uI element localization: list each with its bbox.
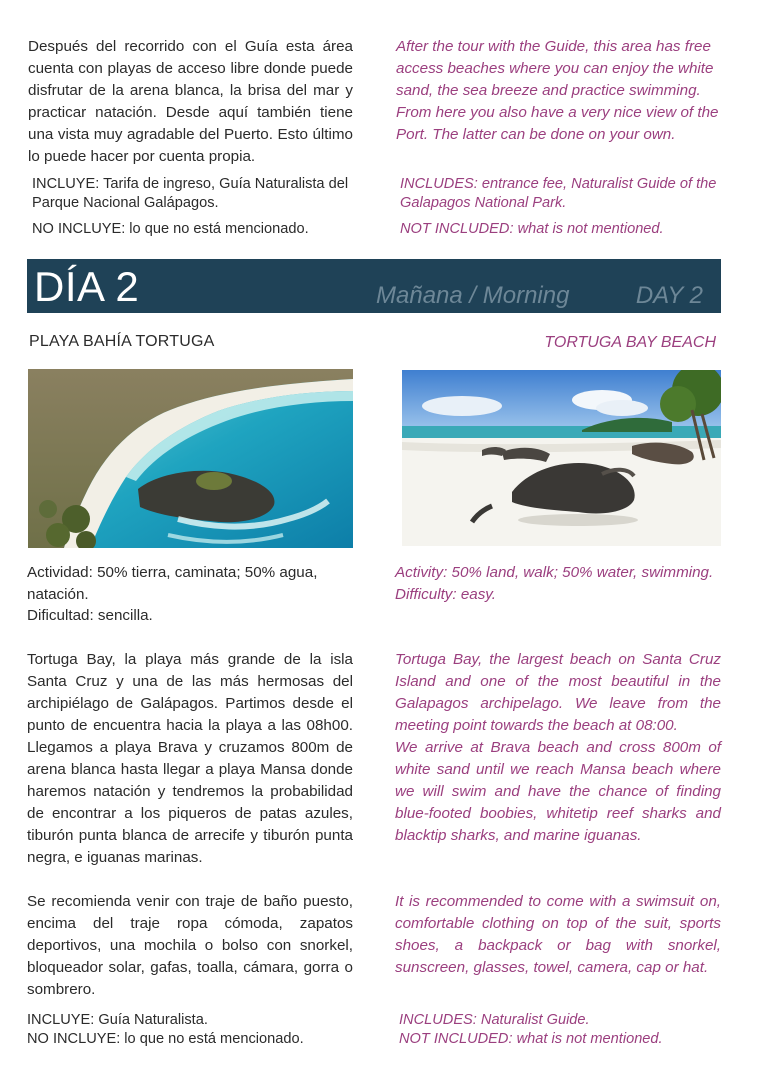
includes-es: INCLUYE: Guía Naturalista. [27,1012,208,1028]
intro-paragraph-en: After the tour with the Guide, this area has free access beaches where you can enjoy the white sand, the sea breeze and practice swimming. From here you also have a very nice view of the Port. The latter can be done on your own. [396,38,719,143]
recommendation-es: Se recomienda venir con traje de baño puesto, encima del traje ropa cómoda, zapatos deportivos, una mochila o bolso con snorkel, bloqueador solar, gafas, toalla, cámara, gorra o sombrero. [27,893,353,998]
aerial-beach-photo [28,369,353,548]
not-included-es: NO INCLUYE: lo que no está mencionado. [27,1031,304,1047]
day-period: Mañana / Morning [376,282,570,309]
difficulty-es: Dificultad: sencilla. [27,607,153,624]
section-title-es: PLAYA BAHÍA TORTUGA [29,333,215,350]
day-title-es: DÍA 2 [34,263,140,310]
intro-includes-en: INCLUDES: entrance fee, Naturalist Guide of the Galapagos National Park. [400,176,717,211]
intro-not-included-en: NOT INCLUDED: what is not mentioned. [400,221,664,237]
iguana-beach-photo [402,370,721,546]
day-band [27,259,721,313]
description-en-part2: We arrive at Brava beach and cross 800m of white sand until we reach Mansa beach where we will swim and have the chance of finding blue-footed boobies, whitetip reef sharks and blacktip sharks, and marine iguanas. [395,739,721,844]
difficulty-en: Difficulty: easy. [395,586,496,603]
recommendation-en: It is recommended to come with a swimsuit on, comfortable clothing on top of the suit, sports shoes, a backpack or bag with snorkel, sunscreen, glasses, towel, camera, cap or hat. [395,893,721,976]
intro-paragraph-es: Después del recorrido con el Guía esta área cuenta con playas de acceso libre donde puede disfrutar de la arena blanca, la brisa del mar y practicar natación. Desde aquí también tiene una vista muy agradable del Puerto. Esto último lo puede hacer por cuenta propia. [28,38,353,165]
day-title-en: DAY 2 [635,282,703,309]
section-title-en: TORTUGA BAY BEACH [544,334,716,351]
intro-includes-es: INCLUYE: Tarifa de ingreso, Guía Naturalista del Parque Nacional Galápagos. [32,176,349,211]
includes-en: INCLUDES: Naturalist Guide. [399,1012,590,1028]
description-es: Tortuga Bay, la playa más grande de la isla Santa Cruz y una de las más hermosas del archipiélago de Galápagos. Partimos desde el punto de encuentra hacia la playa a las 08h00. Llegamos a playa Brava y cruzamos 800m de arena blanca hasta llegar a playa Mansa donde haremos natación y tendremos la probabilidad de encontrar a los piqueros de patas azules, tiburón punta blanca de arrecife y tiburón punta negra, e iguanas marinas. [27,651,353,866]
activity-es: Actividad: 50% tierra, caminata; 50% agua, natación. [27,564,318,603]
description-en-part1: Tortuga Bay, the largest beach on Santa Cruz Island and one of the most beautiful in the Galapagos archipelago. We leave from the meeting point towards the beach at 08:00. [395,651,721,734]
intro-not-included-es: NO INCLUYE: lo que no está mencionado. [32,221,309,237]
not-included-en: NOT INCLUDED: what is not mentioned. [399,1031,663,1047]
activity-en: Activity: 50% land, walk; 50% water, swimming. [395,564,714,581]
